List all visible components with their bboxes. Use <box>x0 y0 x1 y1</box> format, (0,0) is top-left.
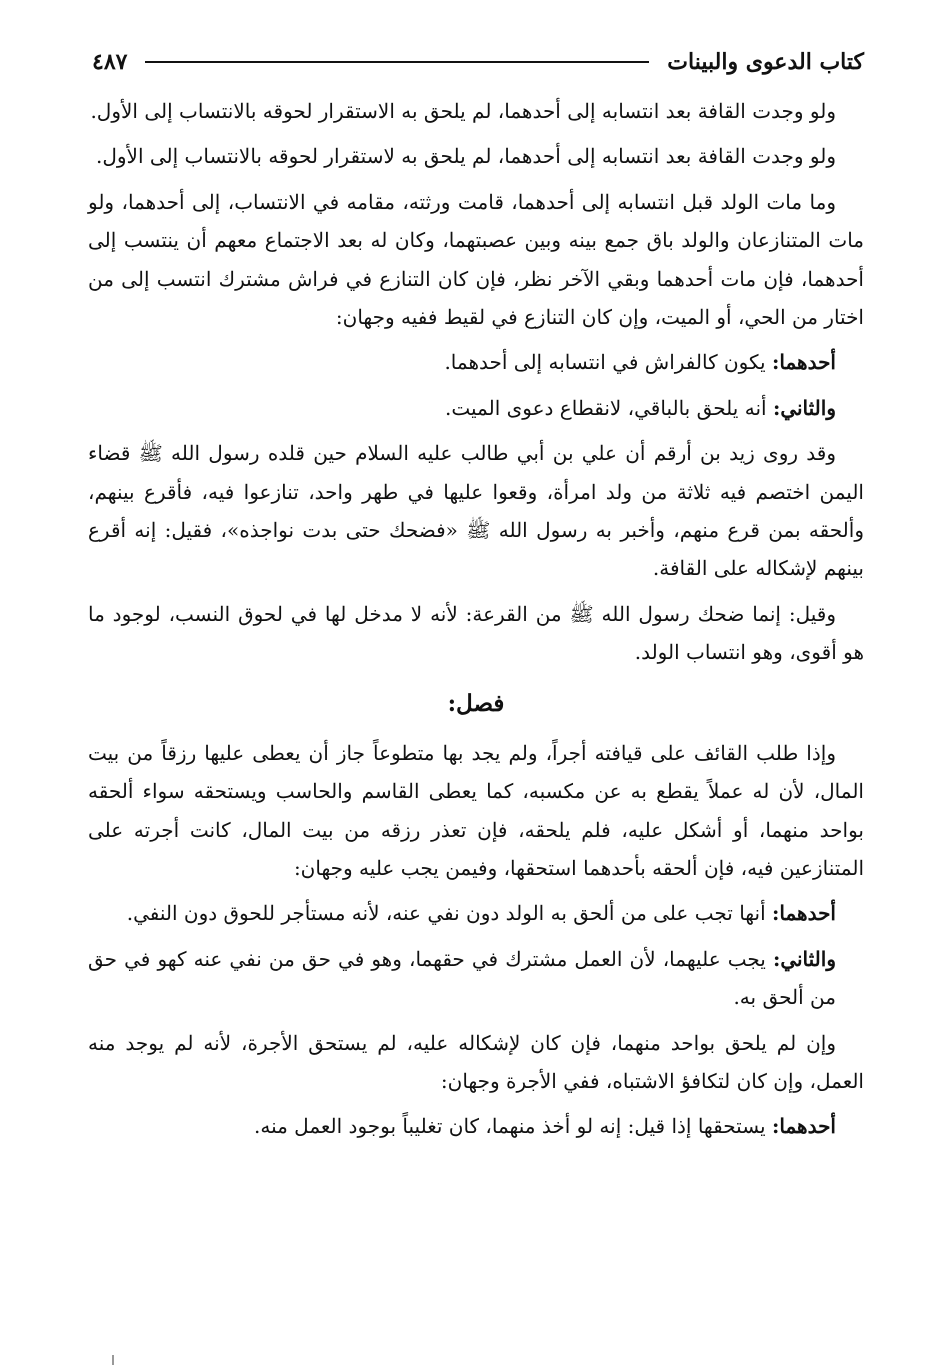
option-paragraph <box>88 389 864 427</box>
option-label: أحدهما: <box>771 350 836 375</box>
page-number: ٤٨٧ <box>92 49 128 75</box>
option-label: أحدهما: <box>771 901 836 926</box>
scan-mark <box>112 1355 114 1365</box>
header-rule <box>145 61 649 63</box>
option-paragraph <box>88 894 864 932</box>
option-paragraph <box>88 940 864 1017</box>
option-text: يجب عليهما، لأن العمل مشترك في حقهما، وهو في حق من نفي عنه كهو في حق من ألحق به. <box>88 946 836 1010</box>
paragraph: وإن لم يلحق بواحد منهما، فإن كان لإشكاله عليه، لم يستحق الأجرة، لأنه لم يوجد منه العمل، وإن كان لتكافؤ الاشتباه، ففي الأجرة وجهان: <box>88 1030 864 1093</box>
paragraph: ولو وجدت القافة بعد انتسابه إلى أحدهما، لم يلحق به لاستقرار لحوقه بالانتساب إلى الأول. <box>96 144 836 169</box>
option-label: والثاني: <box>772 395 836 420</box>
paragraph: وما مات الولد قبل انتسابه إلى أحدهما، قامت ورثته، مقامه في الانتساب، إلى أحدهما، ولو مات المتنازعان والولد باق جمع بينه وبين عصبتهما، وكان له بعد الاجتماع معهم أن ينتسب إلى أحدهما، فإن مات أحدهما وبقي الآخر نظر، فإن كان التنازع في فراش مشترك انتسب إلى من اختار من الحي، أو الميت، وإن كان التنازع في لقيط ففيه وجهان: <box>88 189 864 330</box>
option-label: أحدهما: <box>771 1114 836 1139</box>
option-text: يكون كالفراش في انتسابه إلى أحدهما. <box>444 350 772 375</box>
paragraph: ولو وجدت القافة بعد انتسابه إلى أحدهما، لم يلحق به الاستقرار لحوقه بالانتساب إلى الأول. <box>90 99 836 123</box>
paragraph: وقيل: إنما ضحك رسول الله ﷺ من القرعة: لأنه لا مدخل لها في لحوق النسب، لوجود ما هو أقوى، وهو انتساب الولد. <box>88 601 864 665</box>
section-heading: فصل: <box>447 689 505 717</box>
option-paragraph <box>88 1107 864 1145</box>
option-text: أنها تجب على من ألحق به الولد دون نفي عنه، لأنه مستأجر للحوق دون النفي. <box>126 901 772 926</box>
option-text: يستحقها إذا قيل: إنه لو أخذ منهما، كان تغليباً بوجود العمل منه. <box>254 1114 772 1139</box>
running-title: كتاب الدعوى والبينات <box>667 49 864 75</box>
paragraph: وقد روى زيد بن أرقم أن علي بن أبي طالب عليه السلام حين قلده رسول الله ﷺ قضاء اليمن اختصم فيه ثلاثة من ولد امرأة، وقعوا عليها في طهر واحد، تنازعوا فيه، فأقرع بينهم، وألحقه بمن قرع منهم، وأخبر به رسول الله ﷺ «فضحك حتى بدت نواجذه»، فقيل: إنه أقرع بينهم لإشكاله على القافة. <box>88 441 864 581</box>
option-text: أنه يلحق بالباقي، لانقطاع دعوى الميت. <box>445 395 773 420</box>
page-header <box>92 42 864 82</box>
option-label: والثاني: <box>772 946 836 971</box>
paragraph: وإذا طلب القائف على قيافته أجراً، ولم يجد بها متطوعاً جاز أن يعطى عليها رزقاً من بيت المال، لأن له عملاً يقطع به عن مكسبه، كما يعطى القاسم والحاسب ويستحقه سواء ألحقه بواحد منهما، أو أشكل عليه، فلم يلحقه، فإن تعذر رزقه من بيت المال، كانت أجرته على المتنازعين فيه، فإن ألحقه بأحدهما استحقها، وفيمن يجب عليه وجهان: <box>88 740 864 880</box>
option-paragraph <box>88 343 864 381</box>
page-body <box>88 92 864 1153</box>
